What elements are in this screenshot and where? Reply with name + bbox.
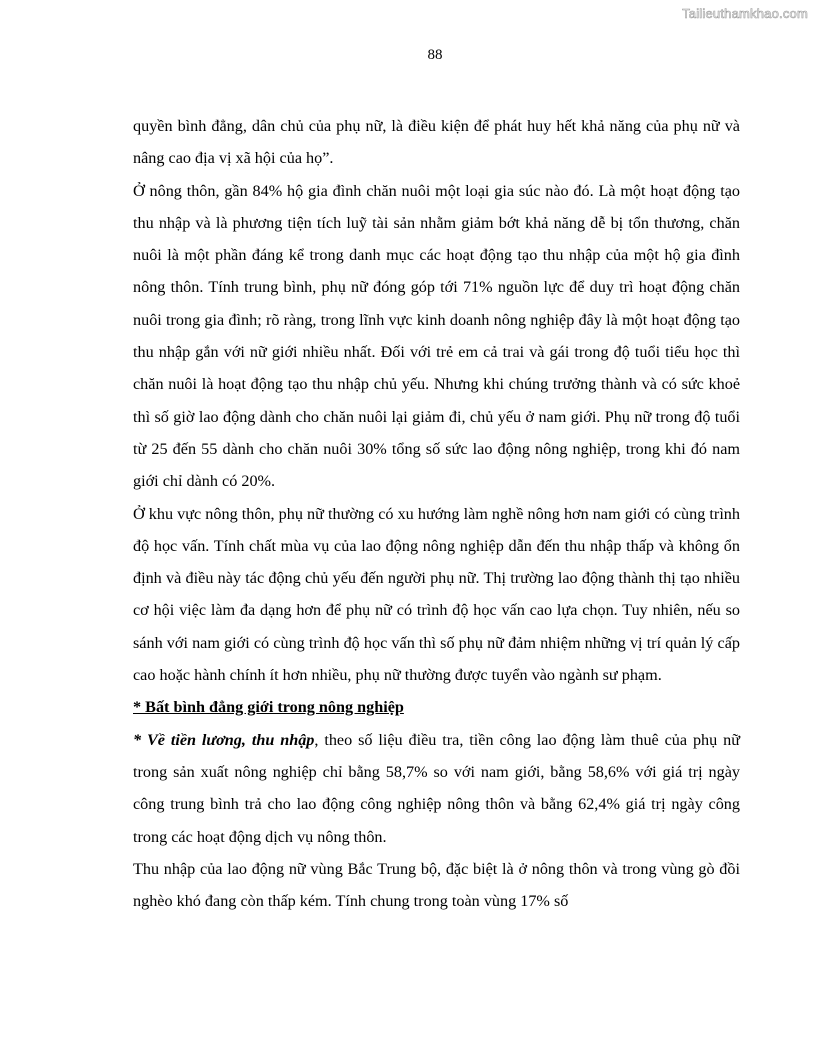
document-body: [133, 110, 740, 917]
paragraph-wages: [133, 724, 740, 853]
wage-text: , theo số liệu điều tra, tiền công lao động làm thuê của phụ nữ trong sản xuất nông nghiệp chỉ bằng 58,7% so với nam giới, bằng 58,6% với giá trị ngày công trung bình trả cho lao động công nghiệp nông thôn và bằng 62,4% giá trị ngày công trong các hoạt động dịch vụ nông thôn.: [133, 730, 741, 846]
page-number: 88: [427, 47, 443, 63]
paragraph-continuation: quyền bình đẳng, dân chủ của phụ nữ, là điều kiện để phát huy hết khả năng của phụ nữ và nâng cao địa vị xã hội của họ”.: [133, 117, 740, 168]
paragraph-income: Thu nhập của lao động nữ vùng Bắc Trung bộ, đặc biệt là ở nông thôn và trong vùng gò đồi nghèo khó đang còn thấp kém. Tính chung trong toàn vùng 17% số: [133, 859, 740, 911]
section-heading: * Bất bình đẳng giới trong nông nghiệp: [133, 698, 404, 717]
watermark: Tailieuthamkhao.com: [682, 6, 808, 21]
paragraph-livestock: Ở nông thôn, gần 84% hộ gia đình chăn nuôi một loại gia súc nào đó. Là một hoạt động tạo thu nhập và là phương tiện tích luỹ tài sản nhằm giảm bớt khả năng dễ bị tổn thương, chăn nuôi là một phần đáng kể trong danh mục các hoạt động tạo thu nhập của một hộ gia đình nông thôn. Tính trung bình, phụ nữ đóng góp tới 71% nguồn lực để duy trì hoạt động chăn nuôi trong gia đình; rõ ràng, trong lĩnh vực kinh doanh nông nghiệp đây là một hoạt động tạo thu nhập gắn với nữ giới nhiều nhất. Đối với trẻ em cả trai và gái trong độ tuổi tiểu học thì chăn nuôi là hoạt động tạo thu nhập chủ yếu. Nhưng khi chúng trưởng thành và có sức khoẻ thì số giờ lao động dành cho chăn nuôi lại giảm đi, chủ yếu ở nam giới. Phụ nữ trong độ tuổi từ 25 đến 55 dành cho chăn nuôi 30% tổng số sức lao động nông nghiệp, trong khi đó nam giới chỉ dành có 20%.: [133, 181, 740, 491]
paragraph-rural-labor: Ở khu vực nông thôn, phụ nữ thường có xu hướng làm nghề nông hơn nam giới có cùng trình độ học vấn. Tính chất mùa vụ của lao động nông nghiệp dẫn đến thu nhập thấp và không ổn định và điều này tác động chủ yếu đến người phụ nữ. Thị trường lao động thành thị tạo nhiều cơ hội việc làm đa dạng hơn để phụ nữ có trình độ học vấn cao lựa chọn. Tuy nhiên, nếu so sánh với nam giới có cùng trình độ học vấn thì số phụ nữ đảm nhiệm những vị trí quản lý cấp cao hoặc hành chính ít hơn nhiều, phụ nữ thường được tuyển vào ngành sư phạm.: [133, 504, 740, 685]
wage-lead-phrase: * Về tiền lương, thu nhập: [133, 730, 315, 749]
